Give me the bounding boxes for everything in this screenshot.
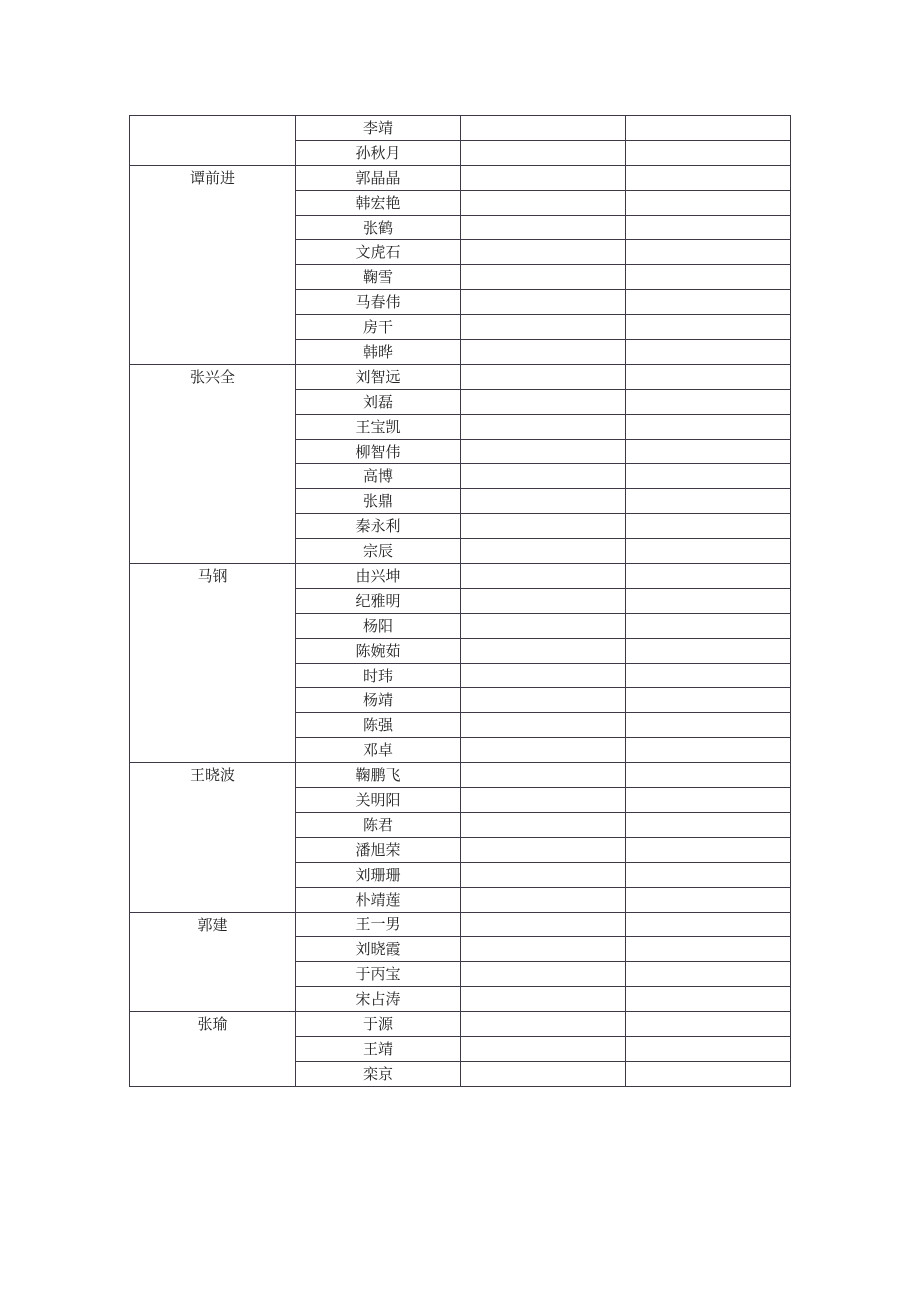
empty-cell [461,265,626,290]
member-name-cell: 张鼎 [296,489,461,514]
member-name-cell: 朴靖莲 [296,887,461,912]
member-name-cell: 李靖 [296,116,461,141]
empty-cell [461,987,626,1012]
empty-cell [461,1061,626,1086]
empty-cell [461,1012,626,1037]
member-name-cell: 刘磊 [296,389,461,414]
member-name-cell: 韩宏艳 [296,190,461,215]
member-name-cell: 于丙宝 [296,962,461,987]
empty-cell [626,862,791,887]
member-name-cell: 邓卓 [296,738,461,763]
empty-cell [461,937,626,962]
empty-cell [461,962,626,987]
empty-cell [461,763,626,788]
empty-cell [626,514,791,539]
table-row [130,1012,791,1037]
empty-cell [626,190,791,215]
empty-cell [461,165,626,190]
empty-cell [461,514,626,539]
empty-cell [626,539,791,564]
group-leader-cell: 郭建 [130,912,296,1012]
empty-cell [461,713,626,738]
empty-cell [626,290,791,315]
member-name-cell: 刘晓霞 [296,937,461,962]
empty-cell [626,1012,791,1037]
empty-cell [461,290,626,315]
empty-cell [626,912,791,937]
empty-cell [626,588,791,613]
empty-cell [461,116,626,141]
table-row [130,364,791,389]
empty-cell [626,1036,791,1061]
empty-cell [626,564,791,589]
empty-cell [626,663,791,688]
empty-cell [626,688,791,713]
empty-cell [626,987,791,1012]
empty-cell [461,738,626,763]
group-leader-cell: 张兴全 [130,364,296,563]
empty-cell [461,1036,626,1061]
member-name-cell: 时玮 [296,663,461,688]
member-name-cell: 鞠鹏飞 [296,763,461,788]
empty-cell [461,862,626,887]
member-name-cell: 宋占涛 [296,987,461,1012]
empty-cell [461,539,626,564]
member-name-cell: 于源 [296,1012,461,1037]
empty-cell [461,564,626,589]
table-row [130,564,791,589]
empty-cell [626,116,791,141]
member-name-cell: 文虎石 [296,240,461,265]
empty-cell [626,240,791,265]
empty-cell [626,315,791,340]
empty-cell [626,812,791,837]
empty-cell [461,364,626,389]
empty-cell [461,464,626,489]
empty-cell [626,763,791,788]
empty-cell [626,638,791,663]
empty-cell [626,140,791,165]
member-name-cell: 刘珊珊 [296,862,461,887]
empty-cell [626,265,791,290]
empty-cell [461,788,626,813]
empty-cell [461,389,626,414]
member-name-cell: 张鹤 [296,215,461,240]
member-name-cell: 王一男 [296,912,461,937]
empty-cell [626,788,791,813]
empty-cell [461,812,626,837]
member-name-cell: 潘旭荣 [296,837,461,862]
member-name-cell: 秦永利 [296,514,461,539]
group-leader-cell: 王晓波 [130,763,296,912]
empty-cell [626,439,791,464]
group-leader-cell: 张瑜 [130,1012,296,1087]
empty-cell [461,215,626,240]
empty-cell [626,464,791,489]
member-name-cell: 鞠雪 [296,265,461,290]
empty-cell [461,638,626,663]
empty-cell [461,140,626,165]
empty-cell [461,588,626,613]
roster-table [129,115,791,1087]
member-name-cell: 纪雅明 [296,588,461,613]
member-name-cell: 杨阳 [296,613,461,638]
member-name-cell: 王宝凯 [296,414,461,439]
empty-cell [461,613,626,638]
member-name-cell: 由兴坤 [296,564,461,589]
empty-cell [461,414,626,439]
empty-cell [461,315,626,340]
roster-table-body [130,116,791,1087]
member-name-cell: 柳智伟 [296,439,461,464]
member-name-cell: 栾京 [296,1061,461,1086]
group-leader-cell: 谭前进 [130,165,296,364]
member-name-cell: 韩晔 [296,340,461,365]
empty-cell [461,688,626,713]
empty-cell [626,937,791,962]
empty-cell [461,240,626,265]
empty-cell [461,340,626,365]
empty-cell [626,837,791,862]
member-name-cell: 房干 [296,315,461,340]
member-name-cell: 马春伟 [296,290,461,315]
member-name-cell: 陈强 [296,713,461,738]
group-leader-cell: 马钢 [130,564,296,763]
member-name-cell: 孙秋月 [296,140,461,165]
empty-cell [461,887,626,912]
member-name-cell: 陈君 [296,812,461,837]
table-row [130,763,791,788]
empty-cell [626,713,791,738]
empty-cell [461,190,626,215]
empty-cell [461,912,626,937]
empty-cell [626,738,791,763]
empty-cell [626,1061,791,1086]
empty-cell [461,837,626,862]
empty-cell [626,613,791,638]
empty-cell [461,663,626,688]
table-row [130,912,791,937]
table-row [130,116,791,141]
member-name-cell: 郭晶晶 [296,165,461,190]
group-leader-cell [130,116,296,166]
empty-cell [626,962,791,987]
empty-cell [626,165,791,190]
empty-cell [626,340,791,365]
member-name-cell: 杨靖 [296,688,461,713]
member-name-cell: 高博 [296,464,461,489]
empty-cell [626,215,791,240]
member-name-cell: 宗辰 [296,539,461,564]
empty-cell [626,364,791,389]
member-name-cell: 王靖 [296,1036,461,1061]
member-name-cell: 陈婉茹 [296,638,461,663]
empty-cell [626,489,791,514]
empty-cell [461,439,626,464]
empty-cell [626,887,791,912]
empty-cell [626,414,791,439]
empty-cell [626,389,791,414]
member-name-cell: 刘智远 [296,364,461,389]
member-name-cell: 关明阳 [296,788,461,813]
table-row [130,165,791,190]
empty-cell [461,489,626,514]
